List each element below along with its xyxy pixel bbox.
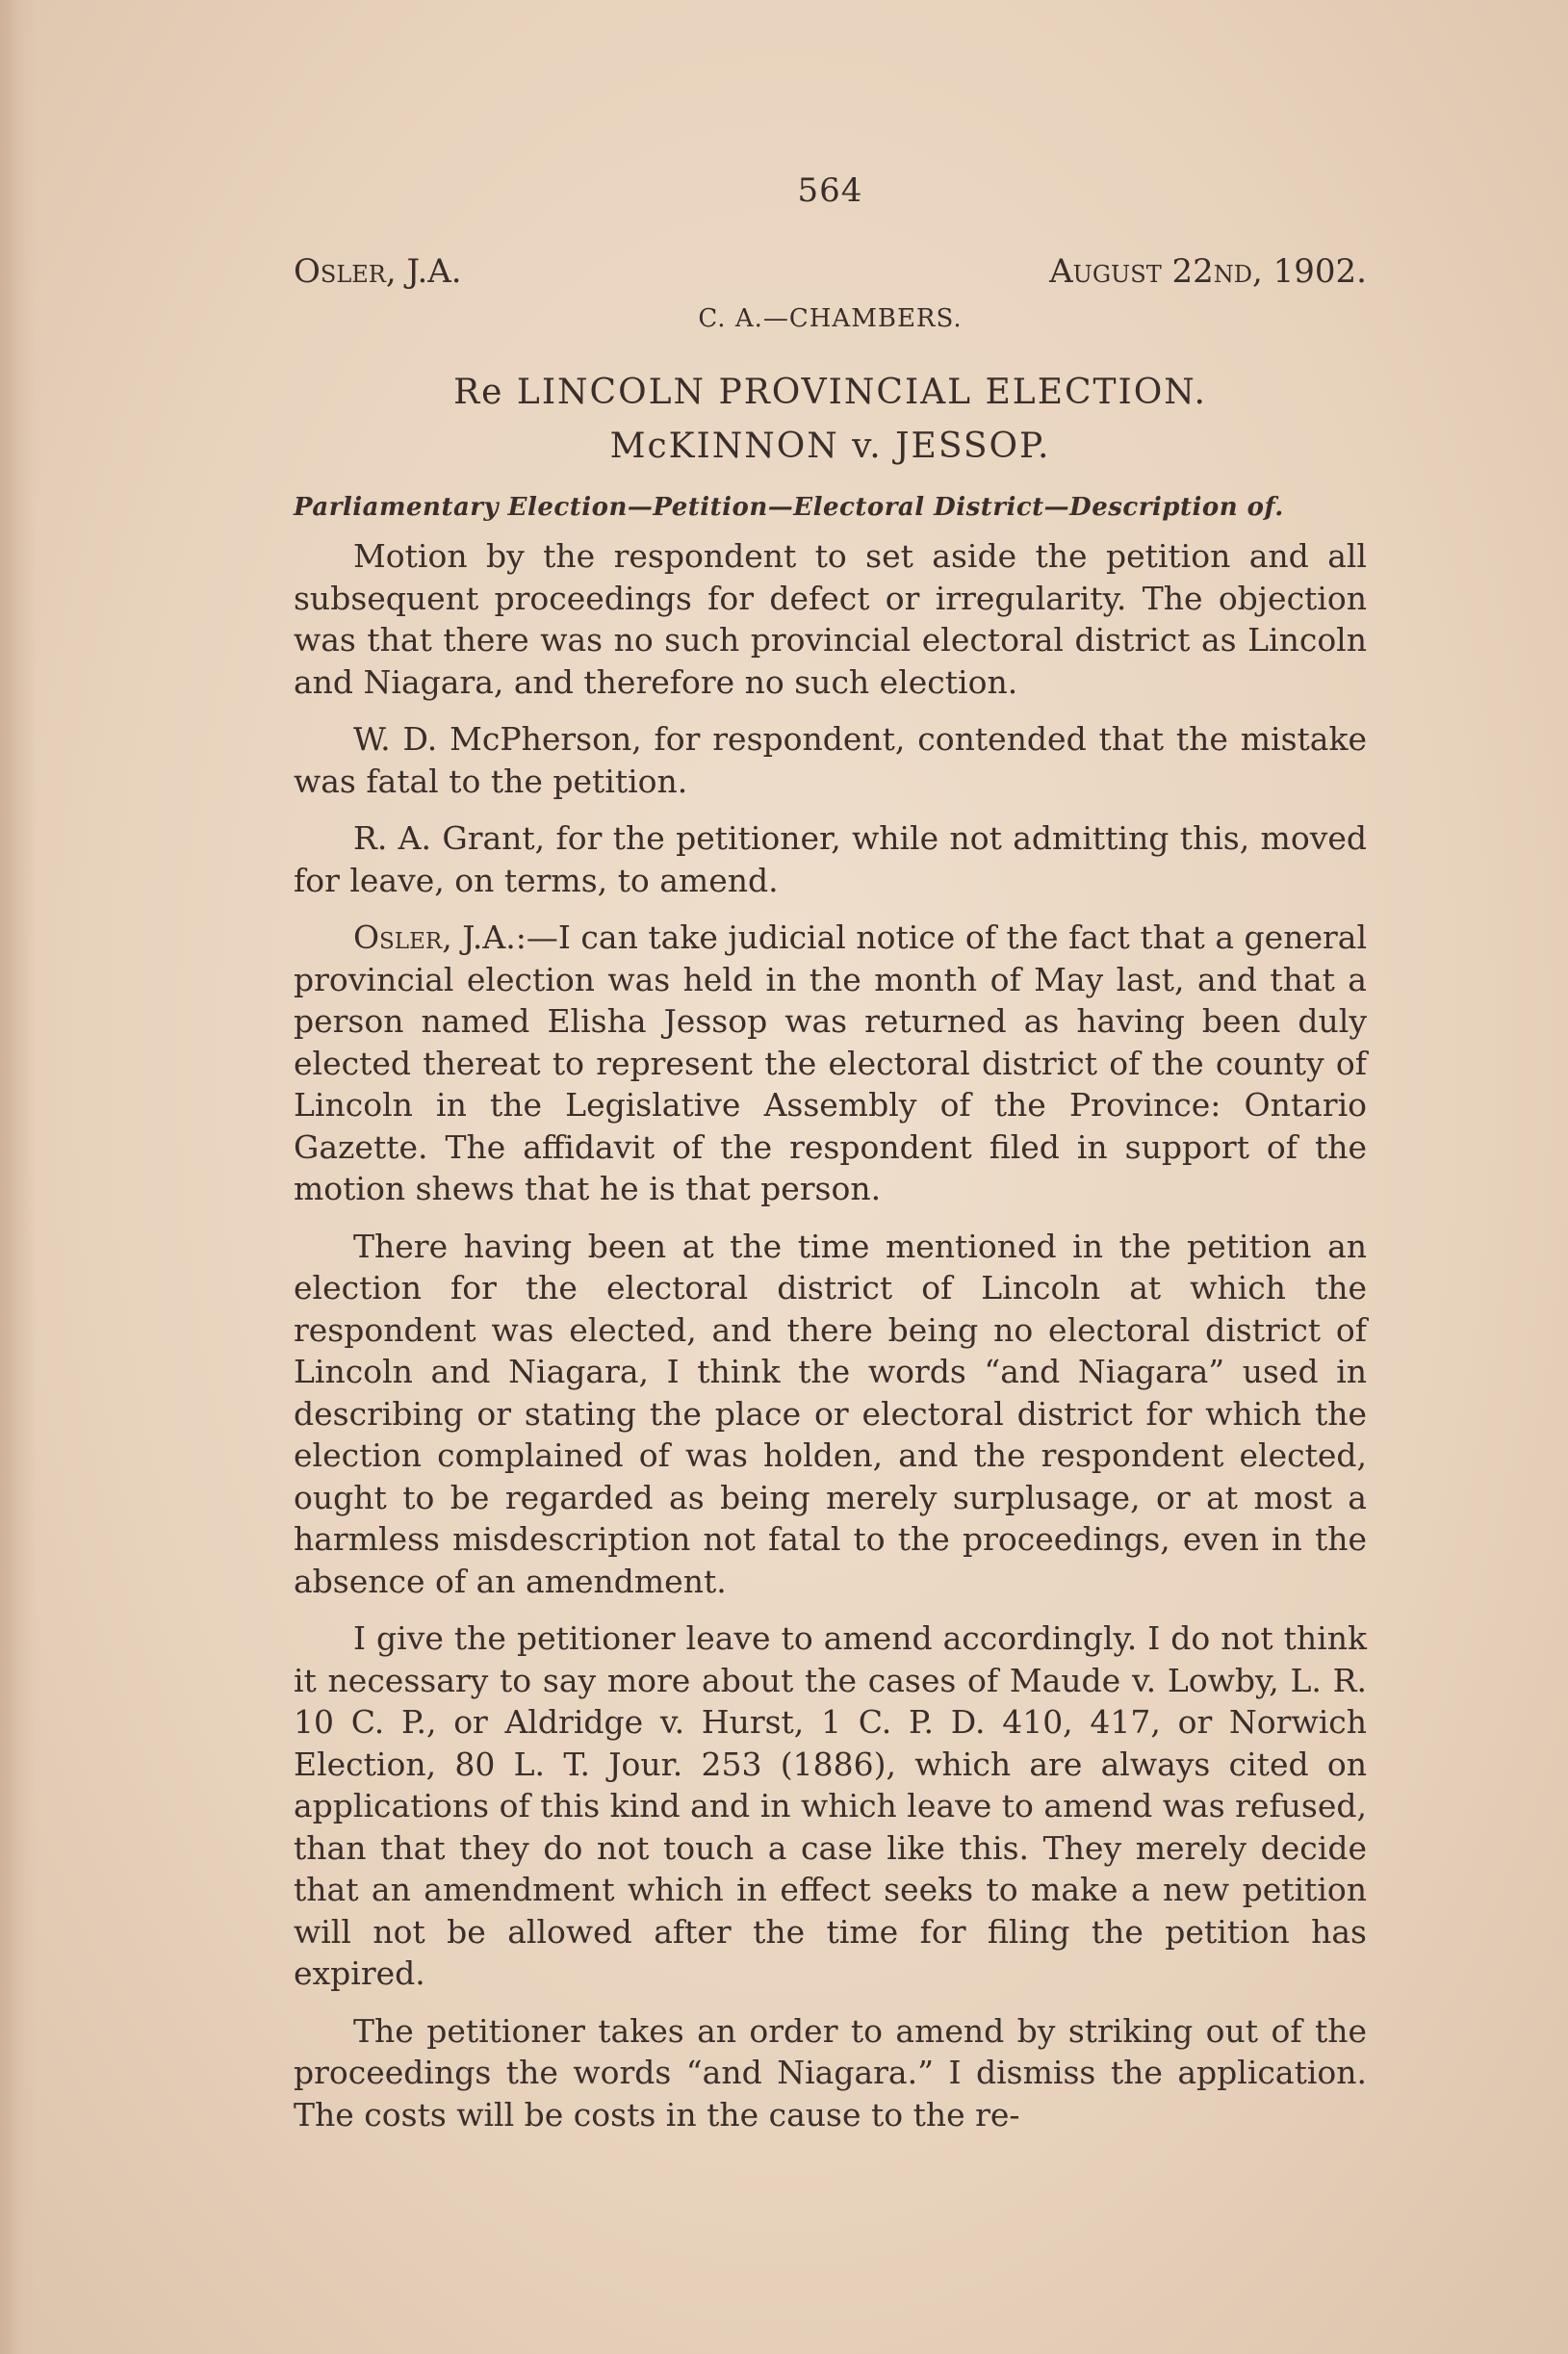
page-number: 564 — [797, 171, 863, 210]
judge-name: Osler, J.A. — [294, 252, 462, 291]
paragraph-text: I give the petitioner leave to amend accordingly. I do not think it necessary to say more about the cases of Maude v. Lowby, L. R. 10 C. P., or Aldridge v. Hurst, 1 C. P. D. 410, 417, or Norwich Election, 80 L. T. Jour. 253 (1886), which are always cited on applications of this kind and in which leave to amend was refused, than that they do not touch a case like this. They merely decide that an amendment which in effect seeks to make a new petition will not be allowed after the time for filing the petition has expired. — [294, 1619, 1367, 1992]
paragraph-5 — [294, 1226, 1367, 1603]
paragraph-text: R. A. Grant, for the petitioner, while not admitting this, moved for leave, on terms, to amend. — [294, 819, 1367, 899]
page-content — [294, 171, 1367, 2151]
page-spine-shadow — [0, 0, 37, 2354]
case-title — [294, 366, 1367, 474]
decision-date: August 22nd, 1902. — [1049, 252, 1367, 291]
paragraph-3 — [294, 817, 1367, 901]
paragraph-2 — [294, 718, 1367, 802]
paragraph-text: W. D. McPherson, for respondent, contended that the mistake was fatal to the petition. — [294, 720, 1367, 800]
paragraph-4 — [294, 917, 1367, 1210]
paragraph-text: There having been at the time mentioned in the petition an election for the electoral district of Lincoln at which the respondent was elected, and there being no electoral district of Lincoln and Niagara, I think the words “and Niagara” used in describing or stating the place or electoral district for which the election complained of was holden, and the respondent elected, ought to be regarded as being merely surplusage, or at most a harmless misdescription not fatal to the proceedings, even in the absence of an amendment. — [294, 1227, 1367, 1600]
paragraph-text: Motion by the respondent to set aside the petition and all subsequent proceedings for defect or irregularity. The objection was that there was no such provincial electoral district as Lincoln and Niagara, and therefore no such election. — [294, 537, 1367, 701]
paragraph-6 — [294, 1617, 1367, 1995]
case-title-line-1: Re LINCOLN PROVINCIAL ELECTION. — [453, 373, 1207, 412]
paragraph-lead: Osler, J.A. — [353, 918, 516, 956]
running-header — [294, 252, 1367, 291]
paragraph-1 — [294, 535, 1367, 703]
paragraph-text: :—I can take judicial notice of the fact that a general provincial election was held in the month of May last, and that a person named Elisha Jessop was returned as having been duly elected thereat to represent the electoral district of the county of Lincoln in the Legislative Assembly of the Province: Ontario Gazette. The affidavit of the respondent filed in support of the motion shews that he is that person. — [294, 918, 1367, 1207]
paragraph-text: The petitioner takes an order to amend by striking out of the proceedings the words “and Niagara.” I dismiss the application. The costs will be costs in the cause to the re- — [294, 2011, 1367, 2134]
case-title-line-2: McKINNON v. JESSOP. — [609, 427, 1051, 466]
court-name: C. A.—CHAMBERS. — [698, 304, 963, 333]
headnote-subject: Parliamentary Election—Petition—Electoral District—Description of. — [294, 493, 1284, 522]
paragraph-7 — [294, 2010, 1367, 2136]
